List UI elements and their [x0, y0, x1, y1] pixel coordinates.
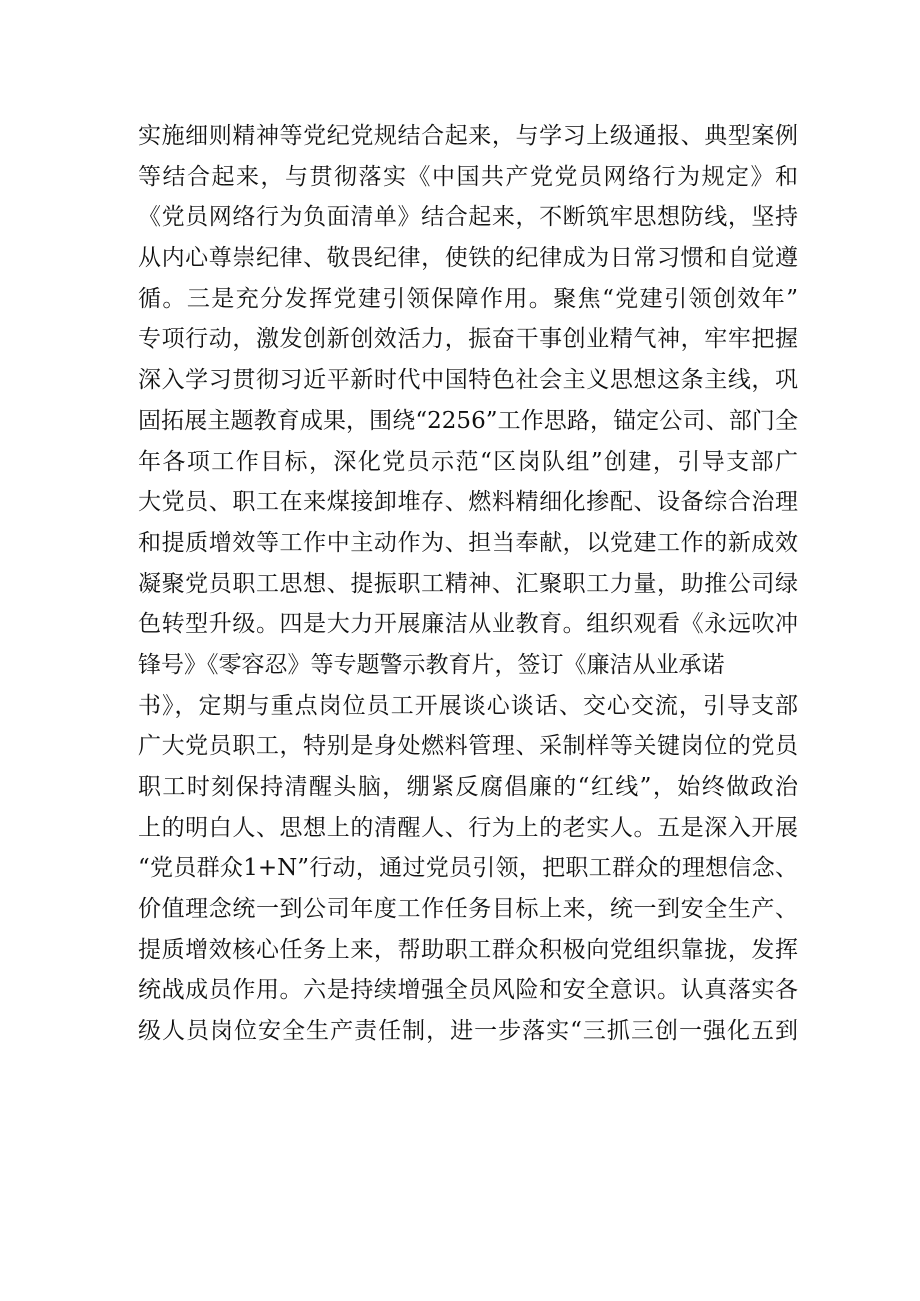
text-line: 等结合起来，与贯彻落实《中国共产党党员网络行为规定》和 — [138, 163, 798, 190]
text-line: 色转型升级。四是大力开展廉洁从业教育。组织观看《永远吹冲 — [138, 611, 798, 638]
text-line: 《党员网络行为负面清单》结合起来，不断筑牢思想防线，坚持 — [138, 204, 798, 231]
text-line: 循。三是充分发挥党建引领保障作用。聚焦“党建引领创效年” — [138, 285, 798, 312]
body-paragraph — [138, 116, 798, 1052]
text-line: 价值理念统一到公司年度工作任务目标上来，统一到安全生产、 — [138, 896, 798, 923]
text-line: 固拓展主题教育成果，围绕“2256”工作思路，锚定公司、部门全 — [138, 407, 798, 434]
text-line: 专项行动，激发创新创效活力，振奋干事创业精气神，牢牢把握 — [138, 326, 798, 353]
text-line: 统战成员作用。六是持续增强全员风险和安全意识。认真落实各 — [138, 977, 798, 1004]
text-line: “党员群众1+N”行动，通过党员引领，把职工群众的理想信念、 — [138, 855, 798, 882]
text-line: 提质增效核心任务上来，帮助职工群众积极向党组织靠拢，发挥 — [138, 936, 798, 963]
text-line: 大党员、职工在来煤接卸堆存、燃料精细化掺配、设备综合治理 — [138, 489, 798, 516]
text-line: 年各项工作目标，深化党员示范“区岗队组”创建，引导支部广 — [138, 448, 798, 475]
text-line: 从内心尊崇纪律、敬畏纪律，使铁的纪律成为日常习惯和自觉遵 — [138, 245, 798, 272]
text-line: 凝聚党员职工思想、提振职工精神、汇聚职工力量，助推公司绿 — [138, 570, 798, 597]
text-line: 书》，定期与重点岗位员工开展谈心谈话、交心交流，引导支部 — [138, 692, 798, 719]
text-line: 级人员岗位安全生产责任制，进一步落实“三抓三创一强化五到 — [138, 1018, 798, 1045]
text-line: 广大党员职工，特别是身处燃料管理、采制样等关键岗位的党员 — [138, 733, 798, 760]
text-line: 和提质增效等工作中主动作为、担当奉献，以党建工作的新成效 — [138, 529, 798, 556]
text-line: 实施细则精神等党纪党规结合起来，与学习上级通报、典型案例 — [138, 123, 798, 149]
text-line: 锋号》《零容忍》等专题警示教育片，签订《廉洁从业承诺 — [138, 651, 725, 678]
text-line: 深入学习贯彻习近平新时代中国特色社会主义思想这条主线，巩 — [138, 367, 798, 394]
text-line: 职工时刻保持清醒头脑，绷紧反腐倡廉的“红线”，始终做政治 — [138, 774, 798, 800]
text-line: 上的明白人、思想上的清醒人、行为上的老实人。五是深入开展 — [138, 814, 798, 841]
